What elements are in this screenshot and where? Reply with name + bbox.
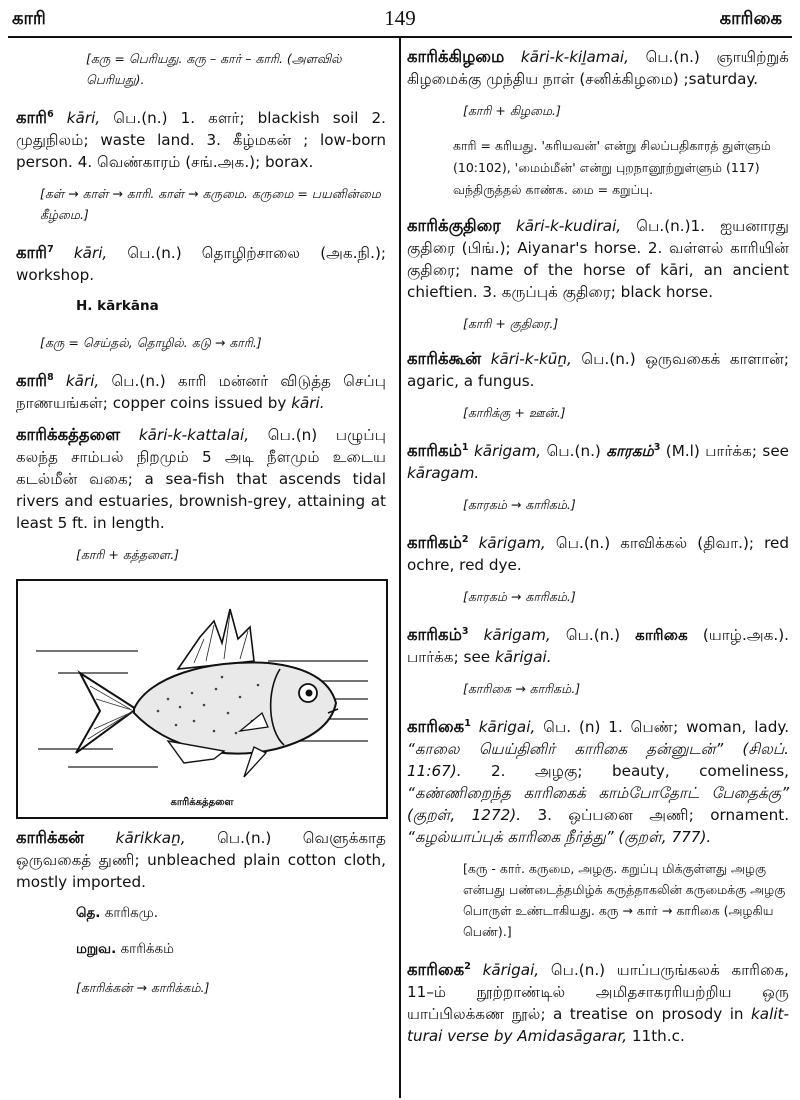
entry-karikkan — [16, 827, 386, 893]
entry-kari-6 — [16, 104, 386, 173]
headword: காரிகம் — [407, 533, 462, 553]
definition: பெ.(n.) — [546, 442, 601, 461]
definition-tail: kāri. — [291, 394, 325, 413]
definition: பெ.(n) பழுப்பு கலந்த சாம்பல் நிறமும் 5 அடி நீளமும் உடைய கடல்மீன் வகை; a sea-fish that ascends tidal rivers and estuaries, brownish-grey, attaining at least 5 ft. in length. — [16, 426, 386, 533]
etymology: [காரி + கத்தளை.] — [76, 547, 180, 563]
quotation: “கண்ணிறைந்த காரிகைக் காம்போதோட் பேதைக்கு” (குறள், 1272). — [407, 784, 789, 825]
entry-karigam-3 — [407, 621, 789, 668]
definition: பெ.(n.) யாப்பருங்கலக் காரிகை, 11–ம் நூற்றாண்டில் அமிதசாகரரியற்றிய ஒரு யாப்பிலக்கண நூல்; a treatise on prosody in — [407, 961, 789, 1024]
note-text: காரிகமு. — [104, 905, 159, 922]
definition: பெ.(n.) காவிக்கல் (திவா.); red ochre, red dye. — [407, 534, 790, 575]
transliteration: kāri-k-kattalai, — [138, 426, 250, 445]
cross-reference: காரகம் — [606, 442, 654, 461]
homonym-number: 1 — [464, 718, 471, 730]
transliteration: kāri-k-kudirai, — [515, 217, 622, 235]
etymology: [கரு = செய்தல், தொழில். கடு → காரி.] — [40, 335, 262, 351]
definition-cont: 3. ஒப்பனை அணி; ornament. — [537, 806, 790, 825]
definition: பெ.(n.) வெளுக்காத ஒருவகைத் துணி; unbleached plain cotton cloth, mostly imported. — [16, 829, 386, 892]
homonym-number: 3 — [461, 626, 469, 638]
definition-cont: (யாழ்.அக.). பார்க்க; see — [407, 626, 790, 667]
entry-karikkattalai — [16, 424, 386, 534]
entry-karigai-2 — [407, 956, 789, 1047]
headword: காரிக்கூன் — [407, 349, 482, 368]
entry-kari-k-kun — [407, 348, 789, 392]
header-left-guide-word: காரி — [12, 8, 46, 29]
transliteration: kārikkaṉ, — [115, 829, 186, 848]
headword: காரிகம் — [407, 625, 462, 645]
definition: பெ.(n.) 1. களர்; blackish soil 2. முதுநிலம்; waste land. 3. கீழ்மகன் ; low-born person. 4. வெண்காரம் (சங்.அக.); borax. — [16, 109, 387, 172]
etymology: [காரி + கிழமை.] — [463, 103, 561, 118]
headword: காரி — [16, 243, 48, 263]
headword: காரிக்கிழமை — [407, 47, 505, 66]
note-text: காரிக்கம் — [120, 941, 175, 958]
transliteration: kārigai, — [478, 718, 536, 737]
etymology: [காரிக்கன் → காரிக்கம்.] — [76, 980, 210, 996]
citation-note: காரி = கரியது. 'கரியவன்' என்று சிலப்பதிகாரத் துள்ளும் (10:102), 'மைம்மீன்' என்று புறநானூற்றுள்ளும் (117) வந்திருத்தல் காண்க. மை = கறுப்பு. — [453, 138, 771, 197]
headword: காரி — [16, 371, 48, 391]
entry-kari-7 — [16, 239, 386, 286]
variant-note — [76, 941, 386, 959]
definition: பெ.(n.) ஒருவகைக் காளான்; agaric, a fungus. — [407, 350, 789, 390]
etymology: [காரகம் → காரிகம்.] — [463, 589, 576, 605]
left-column — [16, 46, 386, 1012]
cognate-word: kārkāna — [97, 298, 159, 315]
figure-caption: காரிக்கத்தளை — [170, 797, 234, 809]
fish-illustration — [16, 579, 388, 819]
etymology: [காரிகை → காரிகம்.] — [463, 681, 581, 697]
definition: பெ.(n.) ஞாயிற்றுக் கிழமைக்கு முந்திய நாள் (சனிக்கிழமை) ;saturday. — [407, 48, 790, 88]
transliteration: kāri-k-kiḻamai, — [520, 48, 629, 66]
definition-end: 11th.c. — [631, 1027, 685, 1046]
transliteration: kārigam, — [478, 534, 546, 553]
headword: காரிகை — [407, 960, 465, 980]
homonym-number: 6 — [47, 109, 54, 120]
etymology: [கரு - கார். கருமை, அழகு. கறுப்பு மிக்குள்ளது அழகு என்பது பண்டைத்தமிழ்க் கருத்தாகலின் கருமைக்கு அழகு பொருள் உண்டாகியது. கரு → கார் → காரிகை (அழகிய பெண்).] — [463, 861, 786, 940]
definition-tail: kalit-turai verse by Amidasāgarar, — [407, 1005, 789, 1046]
entry-karigai-1 — [407, 713, 789, 848]
entry-karigam-2 — [407, 529, 789, 576]
telugu-note — [76, 905, 386, 923]
transliteration: kāri, — [66, 109, 101, 128]
definition-cont: (M.l) பார்க்க; see — [665, 442, 790, 461]
definition-tail: kārigai. — [494, 648, 552, 667]
cognate-language: H. — [76, 298, 93, 315]
entry-kari-k-kudirai — [407, 215, 789, 303]
definition-tail: kāragam. — [407, 464, 480, 483]
etymology: [காரி + குதிரை.] — [463, 316, 559, 331]
headword: காரிக்கன் — [16, 828, 85, 848]
entry-karigam-1 — [407, 437, 789, 484]
definition: பெ.(n.)1. ஐயனாரது குதிரை (பிங்.); Aiyanar's horse. 2. வள்ளல் காரியின் குதிரை; name of the horse of kāri, an ancient chieftien. 3. கருப்புக் குதிரை; black horse. — [407, 217, 789, 301]
cognate-note — [76, 298, 386, 314]
etymology-continued: [கரு = பெரியது. கரு – கார் – காரி. (அளவில் பெரியது). — [86, 51, 342, 87]
quotation: “கழல்யாப்புக் காரிகை நீர்த்து” (குறள், 777). — [407, 828, 712, 847]
cross-reference: காரிகை — [635, 626, 688, 645]
header-right-guide-word: காரிகை — [719, 8, 782, 29]
homonym-number: 8 — [47, 372, 54, 384]
definition-cont: 2. அழகு; beauty, comeliness, — [490, 762, 789, 781]
headword: காரிக்கத்தளை — [16, 425, 121, 445]
column-divider — [399, 38, 401, 1098]
etymology: [காரகம் → காரிகம்.] — [463, 497, 576, 513]
homonym-number: 2 — [464, 961, 471, 973]
transliteration: kārigai, — [482, 961, 540, 980]
homonym-number: 1 — [461, 442, 469, 453]
note-label: மறுவ. — [76, 941, 117, 958]
right-column — [407, 46, 789, 1057]
transliteration: kārigam, — [473, 442, 542, 461]
quotation: “காலை யெய்தினிர் காரிகை தன்னுடன்” (சிலப். 11:67). — [407, 740, 789, 781]
cross-reference-number: 3 — [653, 442, 661, 453]
headword: காரிகம் — [407, 441, 462, 461]
transliteration: kārigam, — [483, 626, 551, 645]
transliteration: kāri, — [65, 372, 100, 391]
headword: காரிகை — [407, 717, 465, 737]
homonym-number: 7 — [47, 244, 54, 256]
entry-kari-8 — [16, 367, 386, 414]
page-number: 149 — [384, 6, 416, 30]
definition: பெ.(n.) தொழிற்சாலை (அக.நி.); workshop. — [16, 244, 387, 285]
homonym-number: 2 — [461, 534, 469, 546]
transliteration: kāri, — [73, 244, 108, 263]
definition: பெ. (n) 1. பெண்; woman, lady. — [543, 718, 790, 737]
fish-drawing — [18, 581, 386, 817]
etymology: [கள் → காள் → காரி. காள் → கருமை. கருமை = பயனின்மை கீழ்மை.] — [40, 186, 381, 223]
headword: காரிக்குதிரை — [407, 216, 501, 235]
headword: காரி — [16, 108, 48, 128]
etymology: [காரிக்கு + ஊன்.] — [463, 405, 566, 420]
definition: பெ.(n.) காரி மன்னர் விடுத்த செப்பு நாணயங்கள்; copper coins issued by — [16, 372, 387, 413]
definition: பெ.(n.) — [565, 626, 621, 645]
transliteration: kāri-k-kūṉ, — [490, 350, 572, 368]
note-label: தெ. — [76, 905, 101, 922]
entry-kari-k-kilamai — [407, 46, 789, 90]
